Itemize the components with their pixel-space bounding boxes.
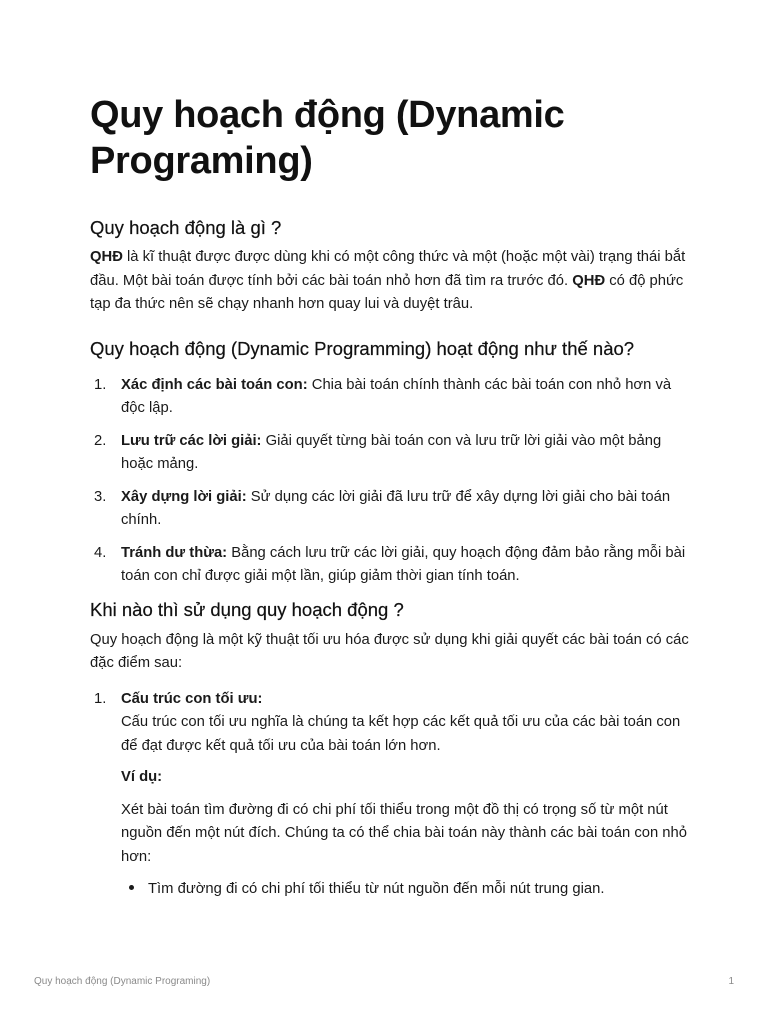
list-number: 1.	[94, 376, 107, 393]
page-title: Quy hoạch động (Dynamic Programing)	[90, 94, 565, 182]
page-number: 1	[728, 976, 734, 987]
page-footer	[34, 976, 734, 987]
list-item-text: Sử dụng các lời giải đã lưu trữ để xây dựng lời giải cho bài toán chính.	[121, 488, 671, 528]
list-item-term: Tránh dư thừa:	[121, 544, 228, 561]
paragraph-text: là kĩ thuật được được dùng khi có một công thức và một (hoặc một vài) trạng thái bắt đầu. Một bài toán được tính bởi các bài toán nhỏ hơn đã tìm ra trước đó.	[90, 249, 686, 289]
conditions-list	[90, 688, 690, 902]
example-text: Xét bài toán tìm đường đi có chi phí tối thiểu trong một đồ thị có trọng số từ một nút nguồn đến một nút đích. Chúng ta có thể chia bài toán này thành các bài toán con nhỏ hơn:	[121, 801, 687, 865]
steps-list	[90, 374, 690, 589]
example-bullet-list	[121, 878, 690, 902]
list-item	[90, 486, 690, 533]
list-item	[90, 430, 690, 477]
section-paragraph-when: Quy hoạch động là một kỹ thuật tối ưu hóa được sử dụng khi giải quyết các bài toán có các đặc điểm sau:	[90, 631, 689, 671]
bullet-icon	[121, 878, 148, 902]
section-heading-what: Quy hoạch động là gì ?	[90, 217, 282, 238]
footer-title: Quy hoạch động (Dynamic Programing)	[34, 976, 211, 987]
list-number: 3.	[94, 488, 107, 505]
section-heading-how: Quy hoạch động (Dynamic Programming) hoạt động như thế nào?	[90, 337, 635, 359]
bold-term: QHĐ	[90, 249, 123, 265]
list-number: 4.	[94, 544, 107, 561]
bullet-item	[121, 878, 690, 902]
list-item	[90, 688, 690, 902]
bullet-text: Tìm đường đi có chi phí tối thiểu từ nút nguồn đến mỗi nút trung gian.	[148, 881, 605, 897]
list-item-description: Cấu trúc con tối ưu nghĩa là chúng ta kết hợp các kết quả tối ưu của các bài toán con để đạt được kết quả tối ưu của bài toán lớn hơn.	[121, 714, 681, 754]
list-item-text: Giải quyết từng bài toán con và lưu trữ lời giải vào một bảng hoặc mảng.	[121, 432, 662, 472]
list-item-term: Lưu trữ các lời giải:	[121, 432, 262, 449]
list-item-term: Xác định các bài toán con:	[121, 376, 308, 393]
document-page	[90, 92, 690, 902]
list-item	[90, 374, 690, 421]
list-item-term: Xây dựng lời giải:	[121, 488, 247, 505]
section-paragraph-what	[90, 246, 690, 317]
list-item-text: Chia bài toán chính thành các bài toán con nhỏ hơn và độc lập.	[121, 376, 672, 416]
list-item	[90, 542, 690, 589]
bold-term: QHĐ	[572, 272, 606, 289]
list-item-term: Cấu trúc con tối ưu:	[121, 690, 263, 707]
list-item-text: Bằng cách lưu trữ các lời giải, quy hoạch động đảm bảo rằng mỗi bài toán con chỉ được giải một lần, giúp giảm thời gian tính toán.	[121, 544, 686, 584]
paragraph-text: có độ phức tạp đa thức nên sẽ chạy nhanh hơn quay lui và duyệt trâu.	[90, 272, 684, 312]
example-label: Ví dụ:	[121, 769, 163, 785]
list-number: 1.	[94, 690, 107, 707]
section-heading-when: Khi nào thì sử dụng quy hoạch động ?	[90, 598, 404, 620]
list-number: 2.	[94, 432, 107, 449]
